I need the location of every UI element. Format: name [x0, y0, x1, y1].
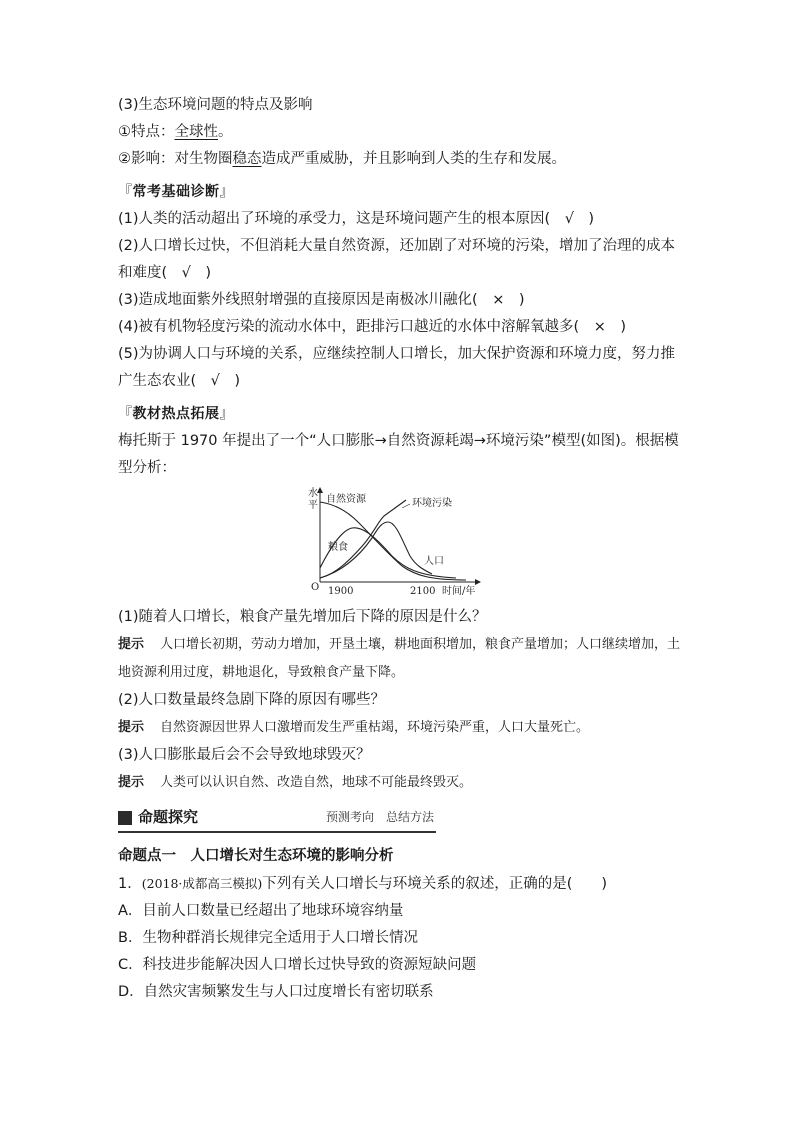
proposition-point [118, 843, 688, 870]
option-c: C．科技进步能解决因人口增长过快导致的资源短缺问题 [118, 957, 477, 973]
y-axis-label-2: 平 [308, 500, 318, 511]
impact-label: ②影响：对生物圈 [118, 151, 233, 167]
feature-punct: 。 [218, 124, 233, 140]
series-label-population: 人口 [424, 556, 444, 567]
meadows-model-chart [306, 486, 486, 598]
diagnosis-item: (3)造成地面紫外线照射增强的直接原因是南极冰川融化( × ) [118, 292, 525, 308]
diagnosis-item: (4)被有机物轻度污染的流动水体中，距排污口越近的水体中溶解氧越多( × ) [118, 319, 626, 335]
diagnosis-item: (1)人类的活动超出了环境的承受力，这是环境问题产生的根本原因( √ ) [118, 211, 595, 227]
hint-tag: 提示 [118, 637, 145, 652]
section-rule [118, 831, 436, 833]
series-label-food: 粮食 [328, 542, 348, 553]
point-title: 人口增长对生态环境的影响分析 [190, 848, 394, 864]
hint-1 [118, 631, 688, 687]
section-3-heading: (3)生态环境问题的特点及影响 [118, 97, 313, 113]
hint-text: 人口增长初期，劳动力增加，开垦土壤，耕地面积增加，粮食产量增加；人口继续增加，土地资源利用过度，耕地退化，导致粮食产量下降。 [118, 637, 681, 680]
diagnosis-heading [118, 178, 688, 206]
section-subtitle: 预测考向 总结方法 [326, 810, 435, 824]
section-banner [118, 807, 688, 835]
question-3: (3)人口膨胀最后会不会导致地球毁灭？ [118, 747, 371, 763]
series-label-resources: 自然资源 [326, 494, 366, 505]
model-intro: 梅托斯于 1970 年提出了一个“人口膨胀→自然资源耗竭→环境污染”模型(如图)。根据模型分析： [118, 433, 679, 476]
extension-heading [118, 400, 688, 428]
bracket-open: 『 [118, 184, 133, 200]
impact-line [118, 146, 688, 173]
option-a: A．目前人口数量已经超出了地球环境容纳量 [118, 903, 404, 919]
x-axis-label: 时间/年 [442, 586, 476, 597]
question-stem [118, 870, 688, 898]
origin-label: O [311, 582, 320, 593]
diagnosis-title: 常考基础诊断 [132, 184, 220, 200]
impact-answer: 稳态 [232, 151, 262, 167]
hint-3 [118, 769, 688, 797]
question-source: (2018·成都高三模拟) [141, 876, 263, 891]
bracket-close: 』 [219, 406, 234, 422]
question-1: (1)随着人口增长，粮食产量先增加后下降的原因是什么？ [118, 609, 487, 625]
y-axis-label-1: 水 [308, 488, 318, 499]
option-b: B．生物种群消长规律完全适用于人口增长情况 [118, 930, 418, 946]
point-label: 命题点一 [118, 848, 176, 864]
question-number: 1． [118, 876, 142, 892]
document-page [118, 92, 688, 1006]
feature-answer: 全球性 [174, 124, 218, 140]
series-label-pollution: 环境污染 [412, 498, 452, 509]
bracket-open: 『 [118, 406, 133, 422]
hint-text: 人类可以认识自然、改造自然，地球不可能最终毁灭。 [160, 775, 473, 790]
x-tick-1900: 1900 [328, 586, 354, 597]
feature-label: ①特点： [118, 124, 175, 140]
extension-title: 教材热点拓展 [132, 406, 220, 422]
hint-tag: 提示 [118, 775, 145, 790]
question-2: (2)人口数量最终急剧下降的原因有哪些？ [118, 692, 386, 708]
impact-rest: 造成严重威胁，并且影响到人类的生存和发展。 [261, 151, 566, 167]
question-text: 下列有关人口增长与环境关系的叙述，正确的是( ) [262, 876, 608, 892]
x-tick-2100: 2100 [410, 586, 436, 597]
hint-tag: 提示 [118, 720, 145, 735]
meadows-model-figure [118, 486, 688, 598]
bracket-close: 』 [219, 184, 234, 200]
hint-text: 自然资源因世界人口激增而发生严重枯竭，环境污染严重，人口大量死亡。 [160, 720, 590, 735]
series-pollution-line [320, 500, 406, 578]
section-block-icon [118, 811, 132, 825]
diagnosis-item: (5)为协调人口与环境的关系，应继续控制人口增长，加大保护资源和环境力度，努力推广生态农业( √ ) [118, 346, 676, 389]
diagnosis-item: (2)人口增长过快，不但消耗大量自然资源，还加剧了对环境的污染，增加了治理的成本和难度( √ ) [118, 238, 676, 281]
pollution-leader [402, 504, 410, 508]
option-d: D．自然灾害频繁发生与人口过度增长有密切联系 [118, 984, 434, 1000]
feature-line [118, 119, 688, 146]
section-title: 命题探究 [138, 808, 199, 826]
hint-2 [118, 714, 688, 742]
